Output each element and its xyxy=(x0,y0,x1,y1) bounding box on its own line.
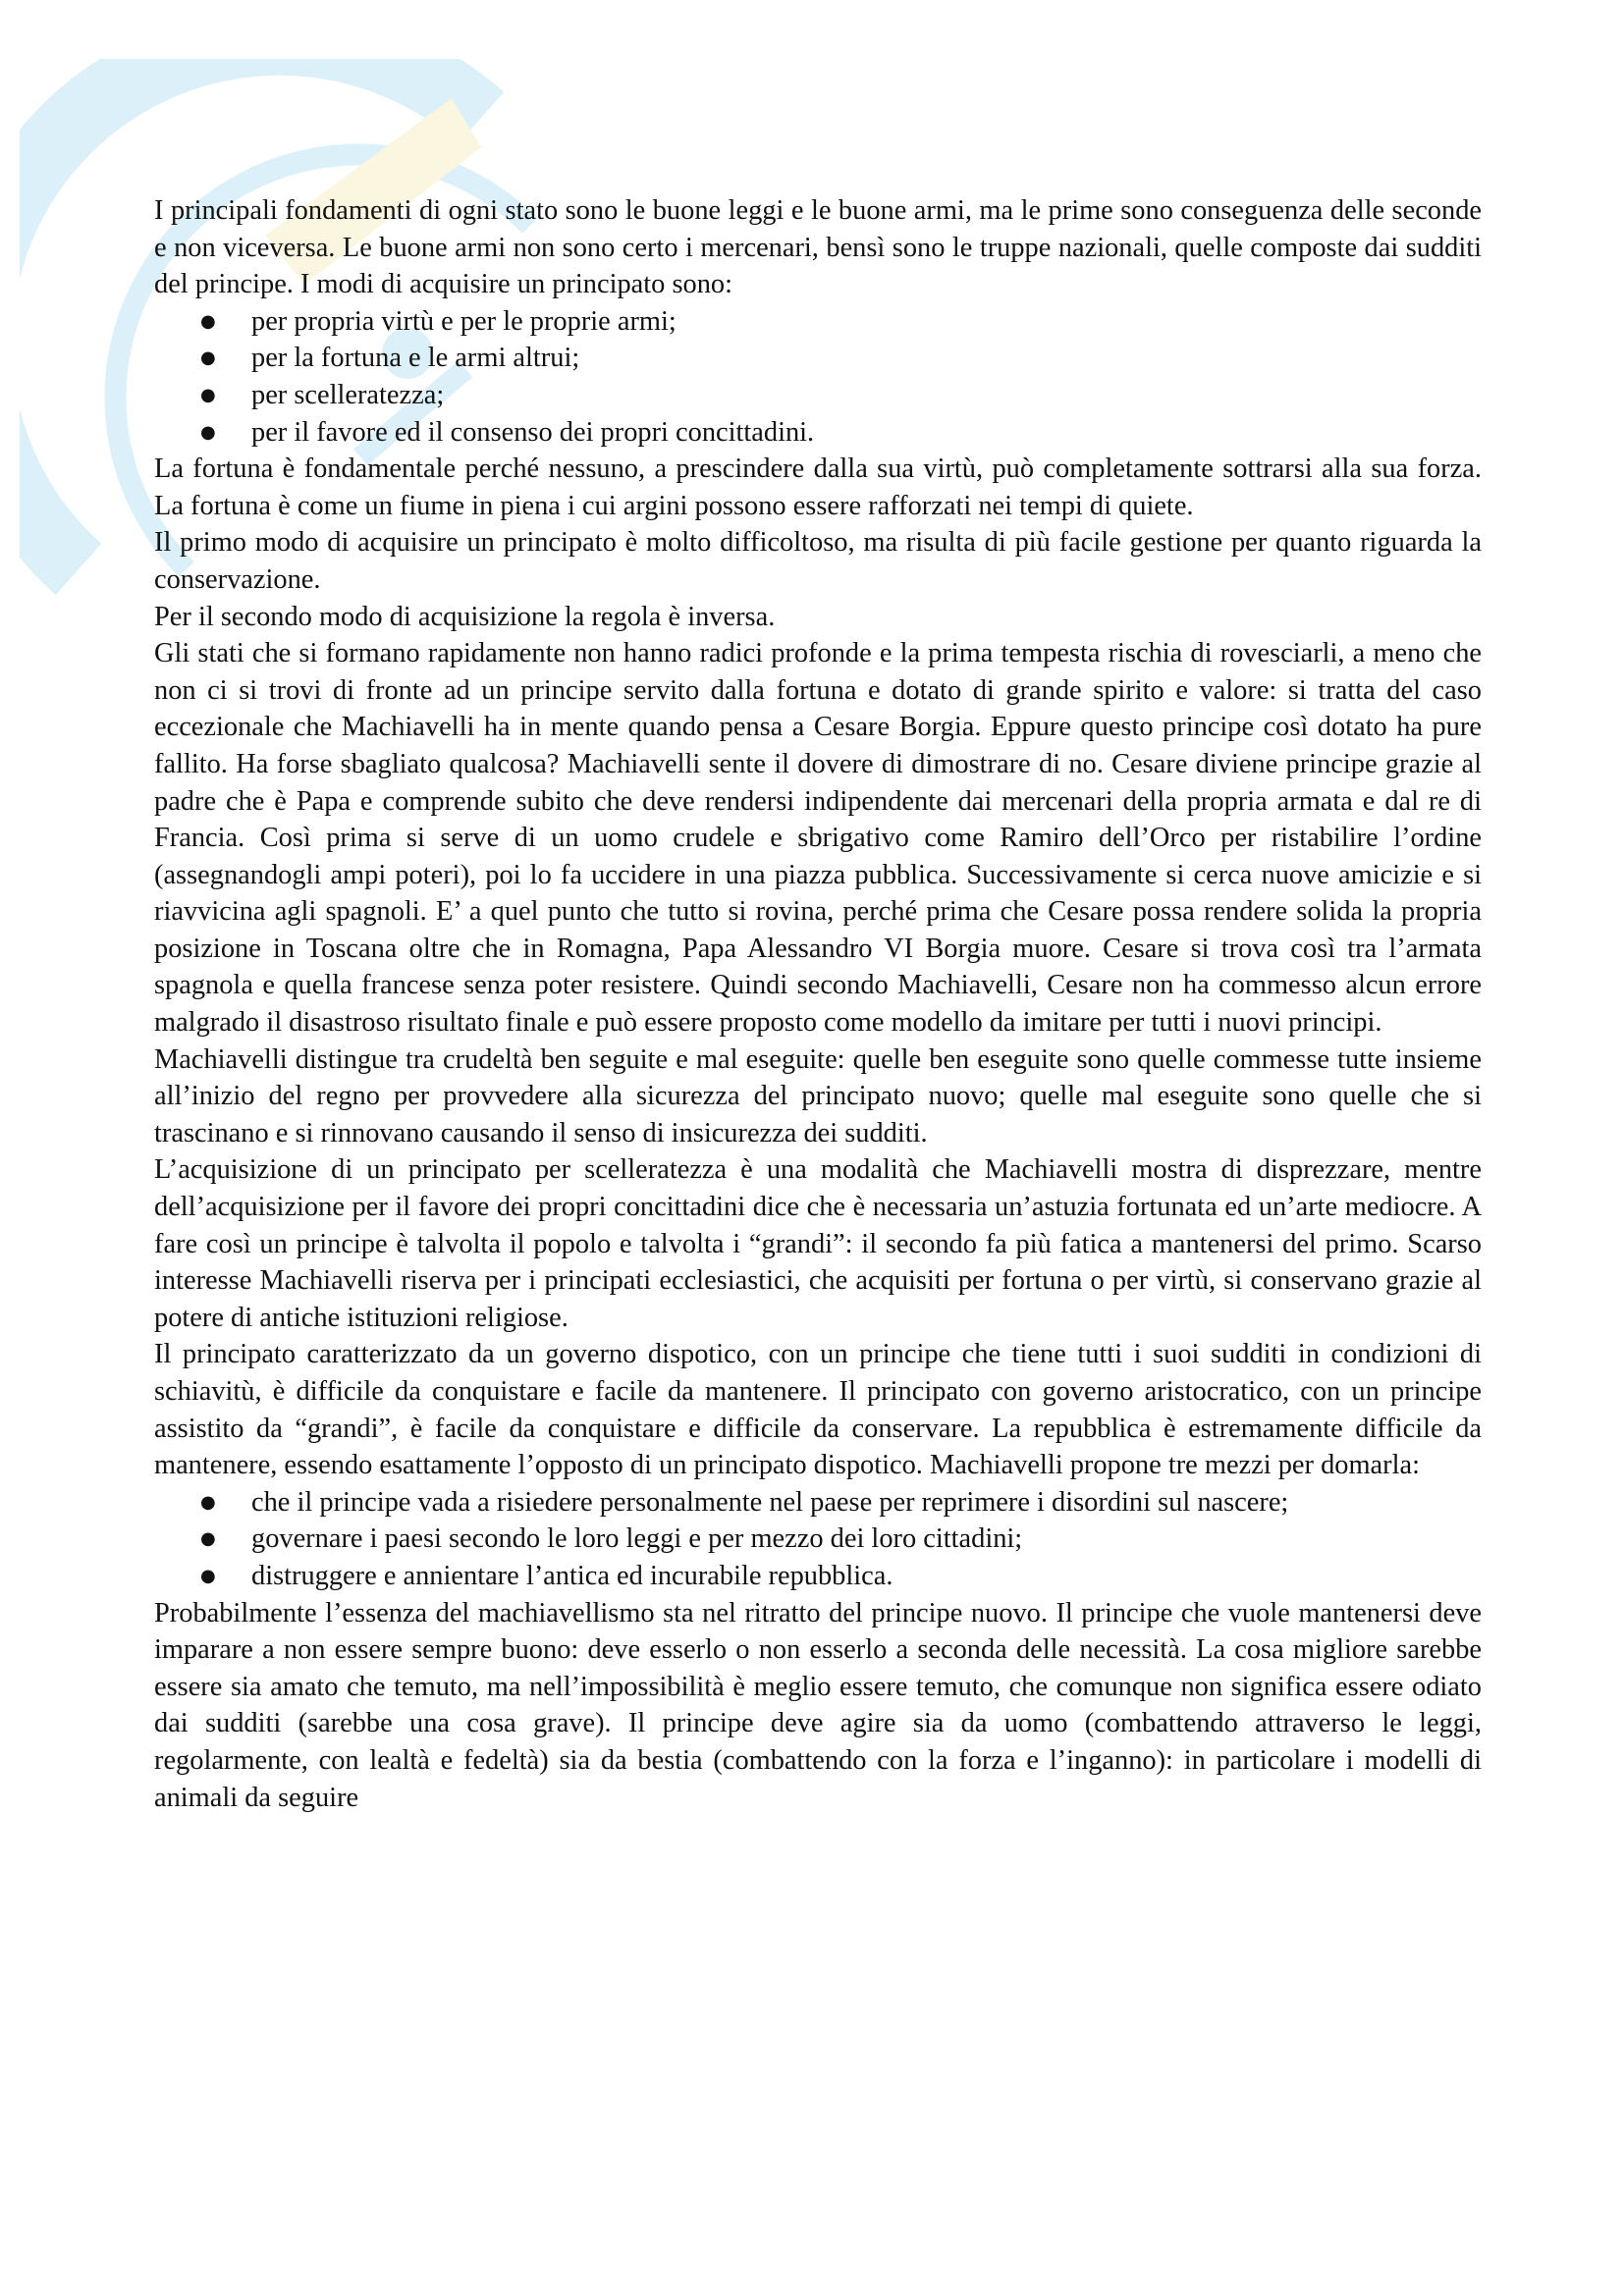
ways-to-acquire-list xyxy=(154,303,1482,451)
bullet-icon: ● xyxy=(200,347,216,369)
paragraph: I principali fondamenti di ogni stato sono le buone leggi e le buone armi, ma le prime sono conseguenza delle seconde e non viceversa. Le buone armi non sono certo i mercenari, bensì sono le truppe nazionali, quelle composte dai sudditi del principe. I modi di acquisire un principato sono: xyxy=(154,195,1482,300)
paragraph: Machiavelli distingue tra crudeltà ben seguite e mal eseguite: quelle ben eseguite sono quelle commesse tutte insieme all’inizio del regno per provvedere alla sicurezza del principato nuovo; quelle mal eseguite sono quelle che si trascinano e si rinnovano causando il senso di insicurezza dei sudditi. xyxy=(154,1043,1482,1148)
bullet-icon: ● xyxy=(200,1491,216,1513)
paragraph: L’acquisizione di un principato per scelleratezza è una modalità che Machiavelli mostra di disprezzare, mentre dell’acquisizione per il favore dei propri concittadini dice che è necessaria un’astuzia fortunata ed un’arte mediocre. A fare così un principe è talvolta il popolo e talvolta i “grandi”: il secondo fa più fatica a mantenersi del primo. Scarso interesse Machiavelli riserva per i principati ecclesiastici, che acquisiti per fortuna o per virtù, si conservano grazie al potere di antiche istituzioni religiose. xyxy=(154,1154,1482,1333)
means-to-tame-republic-list xyxy=(154,1484,1482,1595)
list-item: ● per la fortuna e le armi altrui; xyxy=(154,340,1482,377)
bullet-icon: ● xyxy=(200,1528,216,1550)
list-item: ● governare i paesi secondo le loro leggi e per mezzo dei loro cittadini; xyxy=(154,1521,1482,1558)
bullet-icon: ● xyxy=(200,310,216,332)
paragraph: Per il secondo modo di acquisizione la regola è inversa. xyxy=(154,601,776,632)
bullet-icon: ● xyxy=(200,384,216,405)
list-item: ● per il favore ed il consenso dei propri concittadini. xyxy=(154,414,1482,452)
document-body xyxy=(154,192,1482,1816)
paragraph: Gli stati che si formano rapidamente non hanno radici profonde e la prima tempesta rischia di rovesciarli, a meno che non ci si trovi di fronte ad un principe servito dalla fortuna e dotato di grande spirito e valore: si tratta del caso eccezionale che Machiavelli ha in mente quando pensa a Cesare Borgia. Eppure questo principe così dotato ha pure fallito. Ha forse sbagliato qualcosa? Machiavelli sente il dovere di dimostrare di no. Cesare diviene principe grazie al padre che è Papa e comprende subito che deve rendersi indipendente dai mercenari della propria armata e dal re di Francia. Così prima si serve di un uomo crudele e sbrigativo come Ramiro dell’Orco per ristabilire l’ordine (assegnandogli ampi poteri), poi lo fa uccidere in una piazza pubblica. Successivamente si cerca nuove amicizie e si riavvicina agli spagnoli. E’ a quel punto che tutto si rovina, perché prima che Cesare possa rendere solida la propria posizione in Toscana oltre che in Romagna, Papa Alessandro VI Borgia muore. Cesare si trova così tra l’armata spagnola e quella francese senza poter resistere. Quindi secondo Machiavelli, Cesare non ha commesso alcun errore malgrado il disastroso risultato finale e può essere proposto come modello da imitare per tutti i nuovi principi. xyxy=(154,638,1482,1039)
list-item: ● per scelleratezza; xyxy=(154,377,1482,414)
paragraph: Probabilmente l’essenza del machiavellismo sta nel ritratto del principe nuovo. Il principe che vuole mantenersi deve imparare a non essere sempre buono: deve esserlo o non esserlo a seconda delle necessità. La cosa migliore sarebbe essere sia amato che temuto, ma nell’impossibilità è meglio essere temuto, che comunque non significa essere odiato dai sudditi (sarebbe una cosa grave). Il principe deve agire sia da uomo (combattendo attraverso le leggi, regolarmente, con lealtà e fedeltà) sia da bestia (combattendo con la forza e l’inganno): in particolare i modelli di animali da seguire xyxy=(154,1597,1482,1813)
paragraph: Il primo modo di acquisire un principato è molto difficoltoso, ma risulta di più facile gestione per quanto riguarda la conservazione. xyxy=(154,527,1482,595)
paragraph: Il principato caratterizzato da un governo dispotico, con un principe che tiene tutti i suoi sudditi in condizioni di schiavitù, è difficile da conquistare e facile da mantenere. Il principato con governo aristocratico, con un principe assistito da “grandi”, è facile da conquistare e difficile da conservare. La repubblica è estremamente difficile da mantenere, essendo esattamente l’opposto di un principato dispotico. Machiavelli propone tre mezzi per domarla: xyxy=(154,1339,1482,1481)
list-item: ● che il principe vada a risiedere personalmente nel paese per reprimere i disordini sul nascere; xyxy=(154,1484,1482,1522)
list-item: ● distruggere e annientare l’antica ed incurabile repubblica. xyxy=(154,1558,1482,1595)
bullet-icon: ● xyxy=(200,421,216,443)
paragraph: La fortuna è fondamentale perché nessuno, a prescindere dalla sua virtù, può completamente sottrarsi alla sua forza. La fortuna è come un fiume in piena i cui argini possono essere rafforzati nei tempi di quiete. xyxy=(154,454,1482,521)
bullet-icon: ● xyxy=(200,1565,216,1586)
list-item: ● per propria virtù e per le proprie armi; xyxy=(154,303,1482,341)
